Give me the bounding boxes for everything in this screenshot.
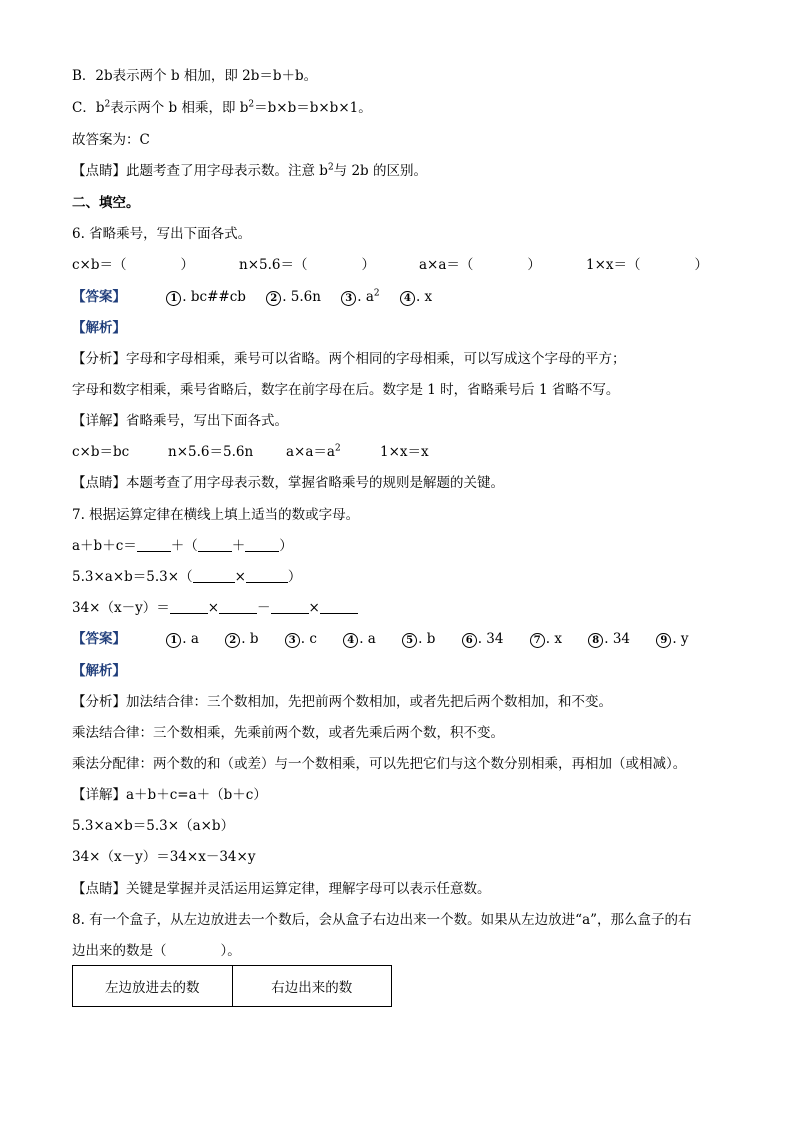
q6-fenxi-1: 【分析】字母和字母相乘，乘号可以省略。两个相同的字母相乘，可以写成这个字母的平方；: [72, 351, 626, 367]
blank: [271, 599, 309, 614]
q7-answer: 【答案】 1 . a 2 . b 3 . c 4 . a 5 . b 6 . 34 7 . x 8 . 34 9 . y: [72, 631, 689, 647]
blank: [320, 599, 358, 614]
q7-fenxi-3: 乘法分配律：两个数的和（或差）与一个数相乘，可以先把它们与这个数分别相乘，再相加（或相减）。: [72, 756, 687, 772]
blank: [170, 599, 208, 614]
blank: [193, 568, 235, 583]
q6-item: c×b＝（ ）: [72, 257, 195, 273]
q6-item: 1×x＝（ ）: [586, 257, 709, 273]
blank: [198, 537, 232, 552]
io-table: [72, 965, 392, 1007]
answer-item: 7 . x: [530, 629, 562, 649]
section-2-title: 二、填空。: [72, 195, 140, 211]
q7-line-3: 34×（x－y）＝ × － ×: [72, 598, 358, 618]
q7-detail-3: 34×（x－y）＝34×x－34×y: [72, 849, 256, 865]
q7-analysis-tag: 【解析】: [72, 663, 126, 679]
answer-item: 2 . 5.6n: [266, 287, 321, 307]
q6-answer: 【答案】 1 . bc##cb 2 . 5.6n 3 . $a^2$ 4 . x: [72, 288, 433, 305]
q7-title: 7. 根据运算定律在横线上填上适当的数或字母。: [72, 507, 360, 523]
answer-item: 3 . $a^2$: [341, 287, 379, 307]
q6-detail: 【详解】省略乘号，写出下面各式。: [72, 413, 288, 429]
blank: [246, 568, 288, 583]
q6-results: c×b＝bc n×5.6＝5.6n $a\times a=a^2$ 1×x＝x: [72, 443, 429, 460]
q7-fenxi-2: 乘法结合律：三个数相乘，先乘前两个数，或者先乘后两个数，积不变。: [72, 725, 504, 741]
q8-line-1: 8. 有一个盒子，从左边放进去一个数后，会从盒子右边出来一个数。如果从左边放进“a”，那么盒子的右: [72, 912, 692, 928]
q6-title: 6. 省略乘号，写出下面各式。: [72, 226, 252, 242]
option-b: B．2b表示两个 b 相加，即 2b＝b＋b。: [72, 68, 318, 84]
table-header-right: 右边出来的数: [232, 966, 392, 1006]
q7-fenxi-1: 【分析】加法结合律：三个数相加，先把前两个数相加，或者先把后两个数相加，和不变。: [72, 694, 612, 710]
blank: [219, 599, 257, 614]
q5-point: 【点睛】此题考查了用字母表示数。注意 $b^2$与 2b 的区别。: [72, 162, 427, 179]
answer-item: 1 . bc##cb: [166, 287, 246, 307]
blank: [137, 537, 171, 552]
answer-item: 4 . a: [343, 629, 376, 649]
answer-item: 2 . b: [225, 629, 258, 649]
q6-point: 【点睛】本题考查了用字母表示数，掌握省略乘号的规则是解题的关键。: [72, 475, 504, 491]
q7-line-1: a＋b＋c＝ ＋（ ＋ ）: [72, 538, 293, 554]
q7-detail-1: 【详解】a＋b＋c=a＋（b＋c）: [72, 787, 267, 803]
answer-item: 3 . c: [285, 629, 317, 649]
q6-item: n×5.6＝（ ）: [239, 257, 375, 273]
q8-line-2: 边出来的数是（ ）。: [72, 943, 241, 959]
q7-line-2: 5.3×a×b＝5.3×（ × ）: [72, 569, 302, 585]
answer-item: 5 . b: [402, 629, 435, 649]
blank: [245, 537, 279, 552]
q6-fenxi-2: 字母和数字相乘，乘号省略后，数字在前字母在后。数字是 1 时，省略乘号后 1 省略不写。: [72, 382, 620, 398]
answer-c: 故答案为：C: [72, 132, 150, 148]
answer-item: 1 . a: [166, 629, 199, 649]
option-c: C．$b^2$表示两个 b 相乘，即 $b^2=b\times b=b\times b\times 1$。: [72, 99, 372, 116]
q6-analysis-tag: 【解析】: [72, 320, 126, 336]
q6-item: a×a＝（ ）: [419, 257, 541, 273]
q7-point: 【点睛】关键是掌握并灵活运用运算定律，理解字母可以表示任意数。: [72, 881, 491, 897]
answer-item: 8 . 34: [588, 629, 630, 649]
q6-items: [72, 255, 708, 275]
answer-item: 4 . x: [400, 287, 432, 307]
answer-item: 6 . 34: [462, 629, 504, 649]
answer-item: 9 . y: [656, 629, 688, 649]
q7-detail-2: 5.3×a×b＝5.3×（a×b）: [72, 818, 235, 834]
table-header-left: 左边放进去的数: [105, 980, 200, 996]
